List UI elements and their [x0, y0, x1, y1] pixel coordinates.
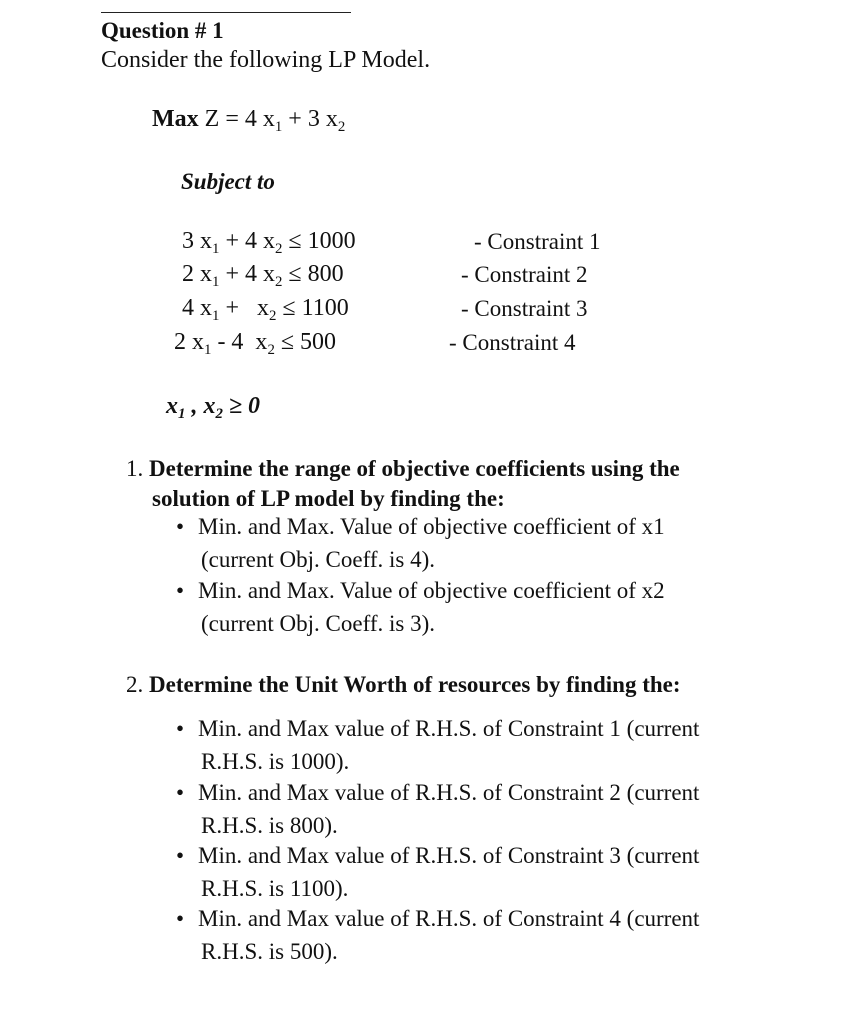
task-1-heading: 1. Determine the range of objective coefficients using the	[126, 456, 680, 481]
objective-function: Max Z = 4 $x_1 + 3$ $x_2$	[152, 106, 346, 136]
constraint-1-expr: 3 $x_1 + 4$ $x_2 \le 1000$	[182, 228, 356, 258]
task-2-item-1: • Min. and Max value of R.H.S. of Constraint 1 (current	[176, 716, 700, 741]
task-1-item-1-cont: (current Obj. Coeff. is 4).	[201, 547, 435, 572]
constraint-4-expr: 2 $x_1 - 4$ $x_2 \le 500$	[174, 329, 337, 359]
task-1-item-1: • Min. and Max. Value of objective coefficient of x1	[176, 514, 665, 539]
constraint-3-expr: 4 $x_1 + x_2 \le 1100$	[182, 295, 349, 325]
task-2-item-3: • Min. and Max value of R.H.S. of Constraint 3 (current	[176, 843, 700, 868]
subject-to-label: Subject to	[181, 169, 275, 194]
task-2-heading: 2. Determine the Unit Worth of resources by finding the:	[126, 672, 681, 697]
question-title: Question # 1	[101, 18, 224, 43]
constraint-1-label: - Constraint 1	[474, 229, 601, 254]
constraint-2-label: - Constraint 2	[461, 262, 588, 287]
constraint-2-expr: 2 $x_1 + 4$ $x_2 \le 800$	[182, 261, 344, 291]
task-1-heading-cont: solution of LP model by finding the:	[152, 486, 505, 511]
task-2-item-2-cont: R.H.S. is 800).	[201, 813, 338, 838]
bullet-icon: •	[176, 578, 185, 603]
bullet-icon: •	[176, 780, 185, 805]
task-2-item-3-cont: R.H.S. is 1100).	[201, 876, 349, 901]
task-1-item-2-cont: (current Obj. Coeff. is 3).	[201, 611, 435, 636]
bullet-icon: •	[176, 716, 185, 741]
bullet-icon: •	[176, 514, 185, 539]
bullet-icon: •	[176, 906, 185, 931]
objective-label: Max	[152, 106, 199, 132]
objective-expr: Z = 4 x	[204, 106, 275, 132]
task-2-item-4: • Min. and Max value of R.H.S. of Constraint 4 (current	[176, 906, 700, 931]
task-2-item-4-cont: R.H.S. is 500).	[201, 939, 338, 964]
non-negativity: $x_1$ , $x_2 \ge 0$	[166, 393, 261, 423]
question-intro: Consider the following LP Model.	[101, 47, 431, 73]
constraint-4-label: - Constraint 4	[449, 330, 576, 355]
bullet-icon: •	[176, 843, 185, 868]
task-2-item-2: • Min. and Max value of R.H.S. of Constraint 2 (current	[176, 780, 700, 805]
constraint-3-label: - Constraint 3	[461, 296, 588, 321]
task-2-item-1-cont: R.H.S. is 1000).	[201, 749, 350, 774]
top-rule	[101, 12, 351, 13]
task-1-item-2: • Min. and Max. Value of objective coefficient of x2	[176, 578, 665, 603]
